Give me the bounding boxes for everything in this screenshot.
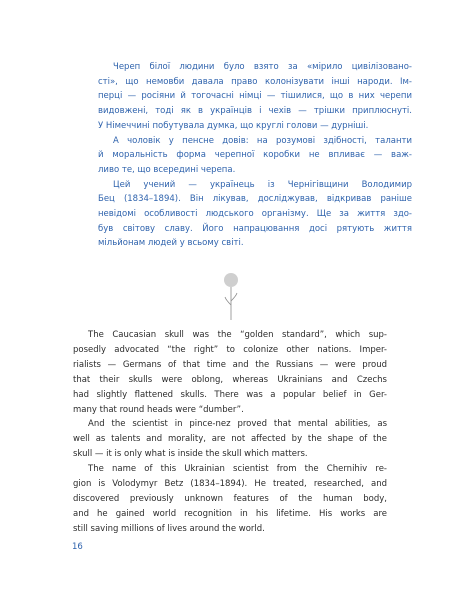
en-line: rialists — Germans of that time and the Russians — were proud bbox=[73, 359, 387, 370]
en-line: gion is Volodymyr Betz (1834–1894). He treated, researched, and bbox=[73, 479, 387, 490]
en-line: skull — it is only what is inside the skull which matters. bbox=[73, 449, 308, 460]
en-line: posedly advocated “the right” to colonize other nations. Imper- bbox=[73, 344, 387, 355]
ua-line: невідомі особливості людського організму. Ще за життя здо- bbox=[98, 209, 412, 220]
en-line: discovered previously unknown features of the human body, bbox=[73, 493, 387, 504]
ua-line: сті», що немовби давала право колонізувати інші народи. Ім- bbox=[98, 76, 412, 87]
en-line: The Caucasian skull was the “golden standard”, which sup- bbox=[88, 330, 387, 340]
ua-line: Череп білої людини було взято за «мірило цивілізовано- bbox=[113, 62, 412, 72]
ua-line: мільйонам людей у всьому світі. bbox=[98, 238, 244, 249]
ua-line: Цей учений — українець із Чернігівщини Володимир bbox=[113, 179, 412, 190]
ukrainian-text-block bbox=[98, 60, 412, 251]
en-line: still saving millions of lives around the world. bbox=[73, 523, 265, 534]
ua-line: й моральність форма черепної коробки не впливає — важ- bbox=[98, 150, 412, 161]
ua-line: А чоловік у пенсне довів: на розумові здібності, таланти bbox=[113, 135, 412, 146]
ua-line: У Німеччині побутувала думка, що круглі голови — дурніші. bbox=[98, 120, 369, 131]
english-text-block bbox=[73, 328, 387, 537]
ua-line: ливо те, що всередині черепа. bbox=[98, 164, 236, 175]
en-line: The name of this Ukrainian scientist from the Chernihiv re- bbox=[88, 464, 387, 475]
ua-line: був світову славу. Його напрацювання досі рятують життя bbox=[98, 223, 412, 234]
en-line: well as talents and morality, are not affected by the shape of the bbox=[73, 434, 387, 445]
en-line: And the scientist in pince-nez proved that mental abilities, as bbox=[88, 419, 387, 430]
ua-line: видовжені, тоді як в українців і чехів — трішки приплюснуті. bbox=[98, 106, 412, 117]
en-line: had slightly flattened skulls. There was a popular belief in Ger- bbox=[73, 389, 387, 400]
en-line: and he gained world recognition in his lifetime. His works are bbox=[73, 508, 387, 519]
ua-line: перці — росіяни й тогочасні німці — тішилися, що в них черепи bbox=[98, 91, 412, 102]
ua-line: Бец (1834–1894). Він лікував, досліджував, відкривав раніше bbox=[98, 194, 412, 205]
en-line: many that round heads were “dumber”. bbox=[73, 404, 244, 415]
page-number: 16 bbox=[72, 542, 83, 552]
en-line: that their skulls were oblong, whereas Ukrainians and Czechs bbox=[73, 374, 387, 385]
dandelion-flower-icon bbox=[222, 272, 240, 326]
